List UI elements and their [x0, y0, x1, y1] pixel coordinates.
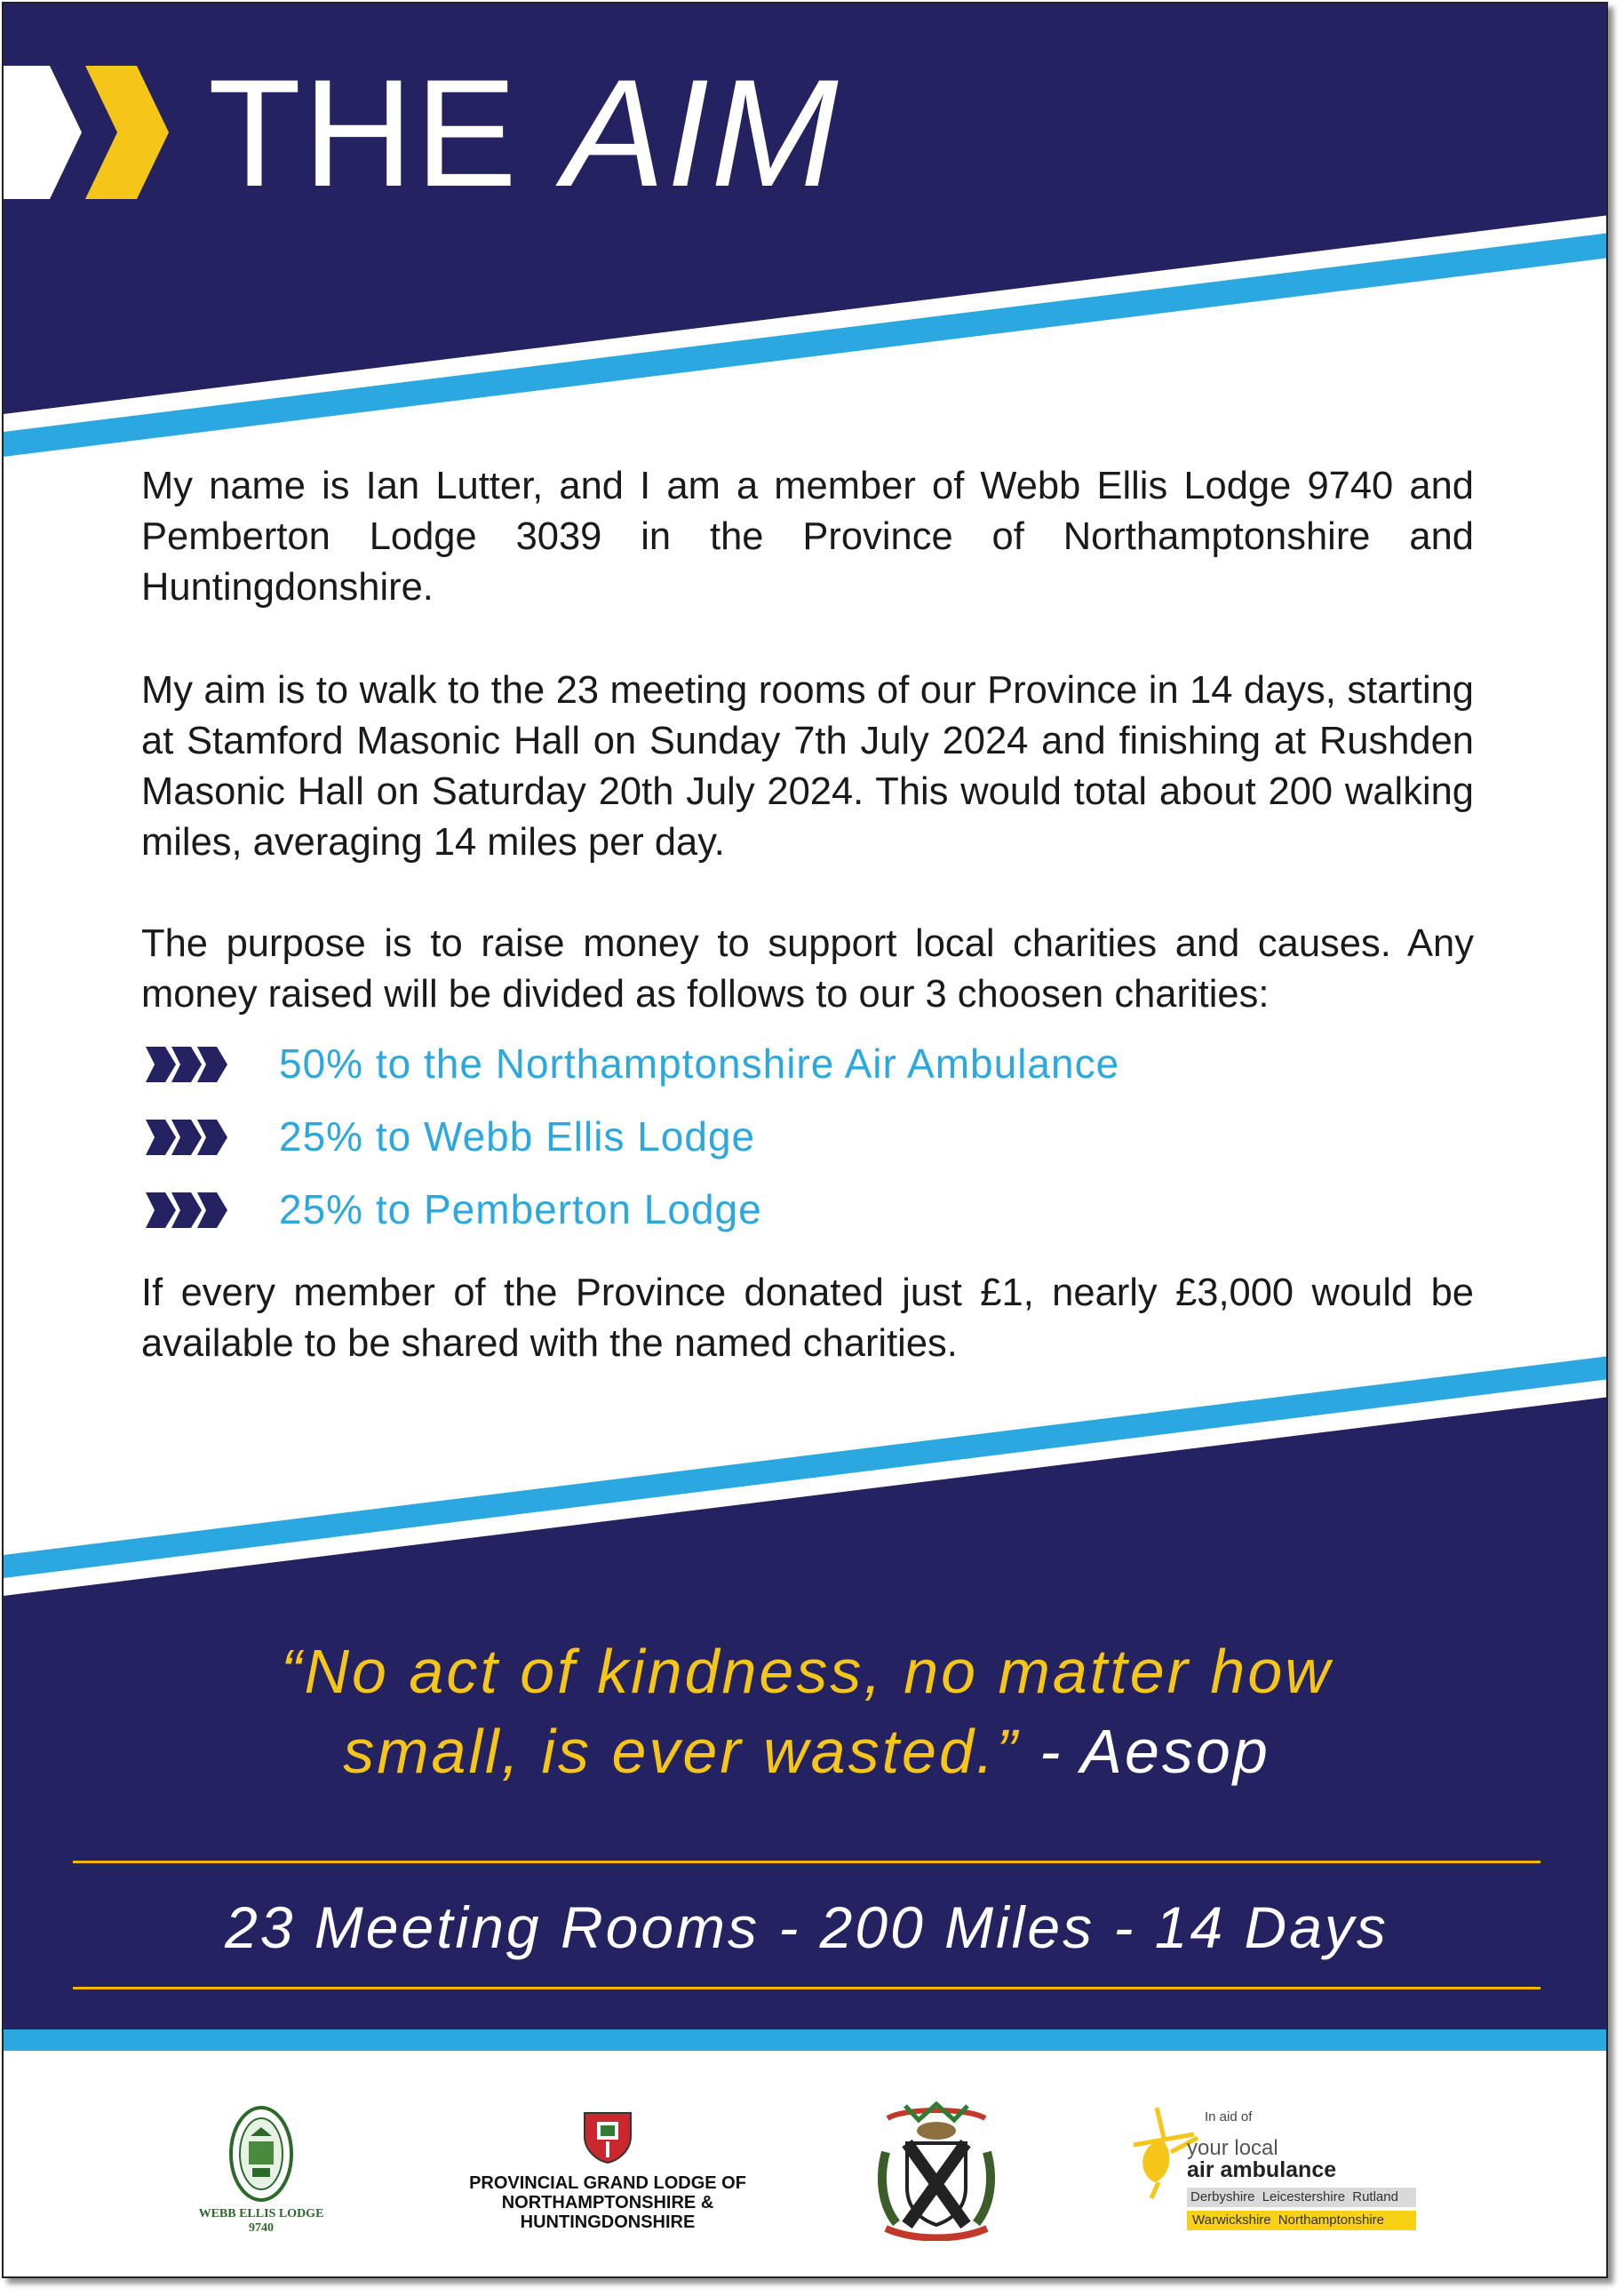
air-name: air ambulance — [1187, 2157, 1337, 2182]
chevron-arrow-icon — [146, 1192, 227, 1228]
page-title — [208, 48, 840, 219]
charity-item — [146, 1182, 1389, 1239]
quote-text: small, is ever wasted.” — [343, 1717, 1020, 1786]
charity-item — [146, 1036, 1389, 1093]
shield-icon — [581, 2109, 634, 2164]
air-ambulance-logo — [1132, 2102, 1425, 2236]
provincial-grand-lodge-logo — [448, 2109, 768, 2243]
chevron-arrow-icon — [146, 1120, 227, 1155]
purpose-paragraph: The purpose is to raise money to support local charities and causes. Any money raised will be divided as follows to our 3 choosen charities: — [141, 922, 1474, 1016]
crest-logo — [870, 2099, 1003, 2241]
air-regions-row-1: Derbyshire Leicestershire Rutland — [1187, 2188, 1416, 2207]
quote-author: - Aesop — [1019, 1717, 1270, 1786]
header-chevron-icon — [4, 66, 181, 199]
title-plain: THE — [208, 48, 519, 219]
tagline: 23 Meeting Rooms - 200 Miles - 14 Days — [225, 1894, 1389, 1960]
air-your-local: your local — [1187, 2136, 1278, 2160]
crest-icon — [870, 2099, 1003, 2241]
charity-label: 25% to Webb Ellis Lodge — [279, 1113, 756, 1160]
footer-band — [4, 2029, 1608, 2051]
webb-ellis-name: WEBB ELLIS LODGE — [198, 2207, 324, 2220]
webb-ellis-caption — [172, 2207, 350, 2236]
title-emphasis: AIM — [562, 48, 840, 219]
quote-line-2 — [4, 1711, 1608, 1791]
lodge-emblem-icon — [190, 2102, 332, 2207]
quote-line-1: “No act of kindness, no matter how — [281, 1637, 1333, 1706]
webb-ellis-number: 9740 — [249, 2221, 274, 2235]
webb-ellis-logo — [190, 2102, 332, 2236]
chevron-arrow-icon — [146, 1047, 227, 1082]
divider — [73, 1987, 1540, 1989]
aim-paragraph: My aim is to walk to the 23 meeting rooms of our Province in 14 days, starting at Stamford Masonic Hall on Sunday 7th July 2024 and finishing at Rushden Masonic Hall on Saturday 20th July 2024. This would total about 200 walking miles, averaging 14 miles per day. — [141, 669, 1474, 864]
charity-label: 25% to Pemberton Lodge — [279, 1186, 762, 1232]
air-in-aid: In aid of — [1205, 2109, 1253, 2125]
charity-label: 50% to the Northamptonshire Air Ambulance — [279, 1040, 1120, 1087]
closing-paragraph: If every member of the Province donated just £1, nearly £3,000 would be available to be shared with the named charities. — [141, 1272, 1474, 1365]
divider — [73, 1861, 1540, 1863]
charity-item — [146, 1109, 1389, 1166]
provincial-caption: PROVINCIAL GRAND LODGE OF NORTHAMPTONSHIRE & HUNTINGDONSHIRE — [469, 2173, 746, 2232]
intro-paragraph: My name is Ian Lutter, and I am a member of Webb Ellis Lodge 9740 and Pemberton Lodge 3039 in the Province of Northamptonshire and Huntingdonshire. — [141, 465, 1474, 609]
air-regions-row-2: Warwickshire Northamptonshire — [1187, 2211, 1416, 2230]
poster-sheet — [2, 2, 1608, 2278]
